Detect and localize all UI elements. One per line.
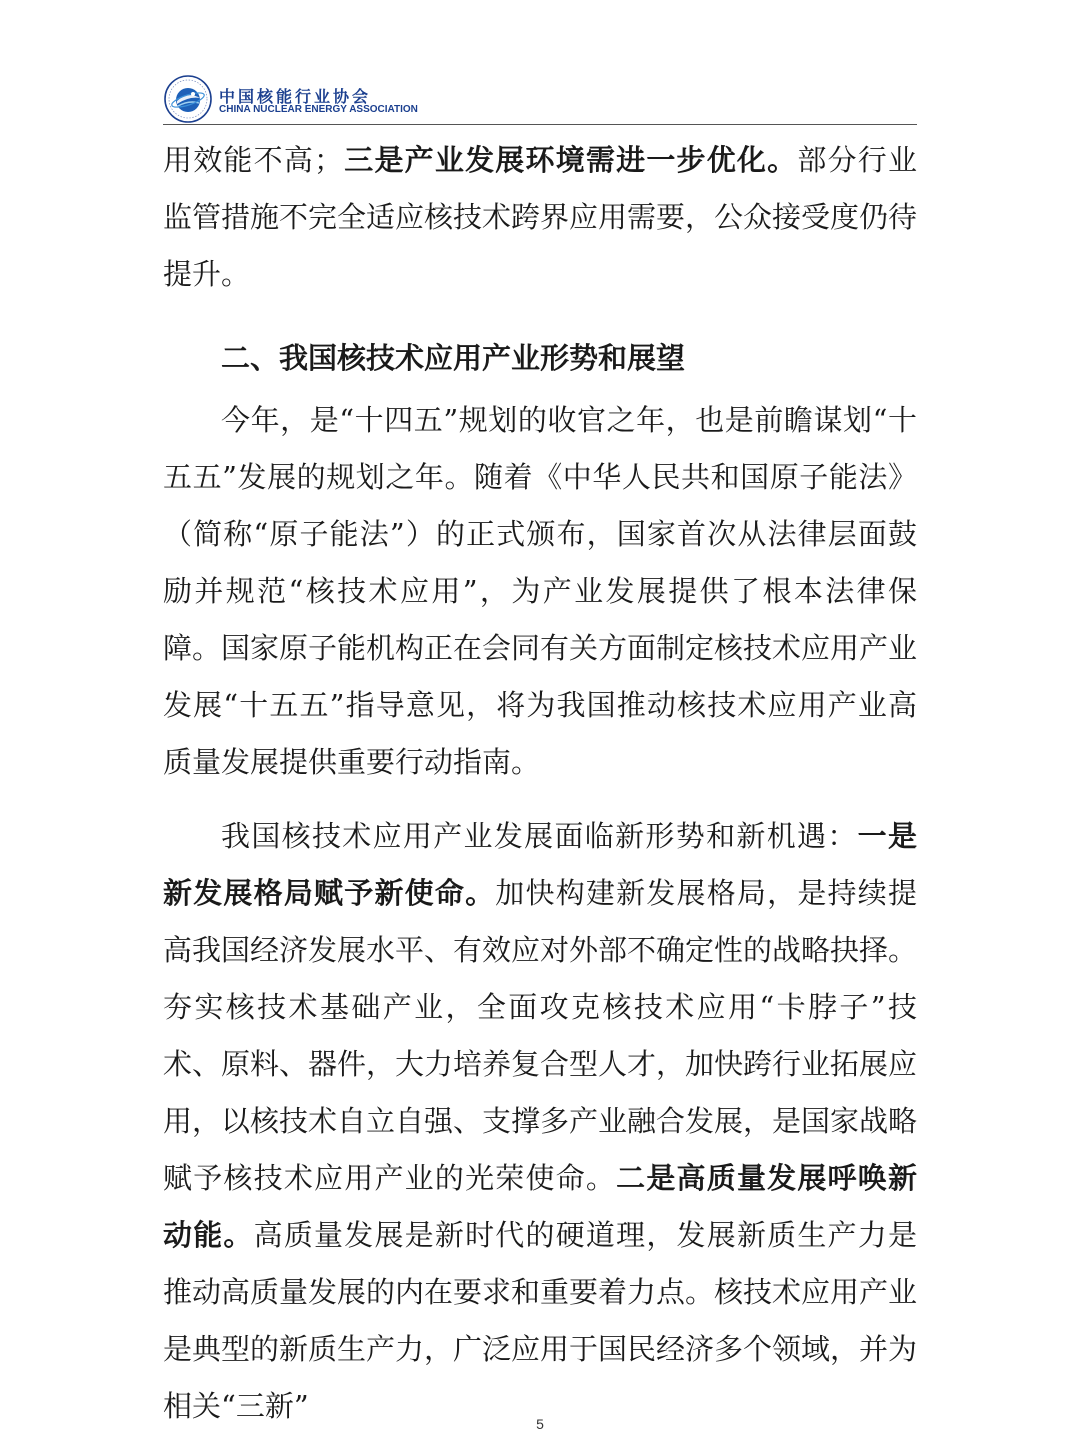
cnea-globe-logo-icon (163, 74, 213, 124)
paragraph-3-intro: 我国核技术应用产业发展面临新形势和新机遇： (221, 819, 858, 853)
paragraph-1-bold-3: 三是产业发展环境需进一步优化。 (343, 143, 798, 177)
paragraph-3-text-1: 加快构建新发展格局，是持续提高我国经济发展水平、有效应对外部不确定性的战略抉择。夯实核技术基础产业，全面攻克核技术应用“卡脖子”技术、原料、器件，大力培养复合型人才，加快跨行业拓展应用，以核技术自立自强、支撑多产业融合发展，是国家战略赋予核技术应用产业的光荣使命。 (163, 876, 918, 1195)
org-name-cn: 中国核能行业协会 (219, 87, 372, 106)
paragraph-2: 今年，是“十四五”规划的收官之年，也是前瞻谋划“十五五”发展的规划之年。随着《中华人民共和国原子能法》（简称“原子能法”）的正式颁布，国家首次从法律层面鼓励并规范“核技术应用”，为产业发展提供了根本法律保障。国家原子能机构正在会同有关方面制定核技术应用产业发展“十五五”指导意见，将为我国推动核技术应用产业高质量发展提供重要行动指南。 (163, 403, 918, 779)
paragraph-1-text-1: 用效能不高； (163, 143, 344, 177)
paragraph-1 (163, 132, 917, 303)
section-heading-2: 二、我国核技术应用产业形势和展望 (221, 341, 686, 375)
paragraph-3 (163, 808, 917, 1435)
paragraph-3-bold-1: 一是新发展格局赋予新使命。 (163, 819, 917, 910)
paragraph-1-text-2: 部分行业监管措施不完全适应核技术跨界应用需要，公众接受度仍待提升。 (163, 143, 918, 291)
document-body (163, 132, 917, 1435)
header-divider (163, 124, 917, 125)
paragraph-3-text-2: 高质量发展是新时代的硬道理，发展新质生产力是推动高质量发展的内在要求和重要着力点。核技术应用产业是典型的新质生产力，广泛应用于国民经济多个领域，并为相关“三新” (163, 1218, 918, 1423)
org-name-en: CHINA NUCLEAR ENERGY ASSOCIATION (219, 104, 418, 115)
paragraph-3-bold-2: 二是高质量发展呼唤新动能。 (163, 1161, 917, 1252)
document-header (163, 74, 917, 126)
page-number: 5 (536, 1416, 544, 1432)
